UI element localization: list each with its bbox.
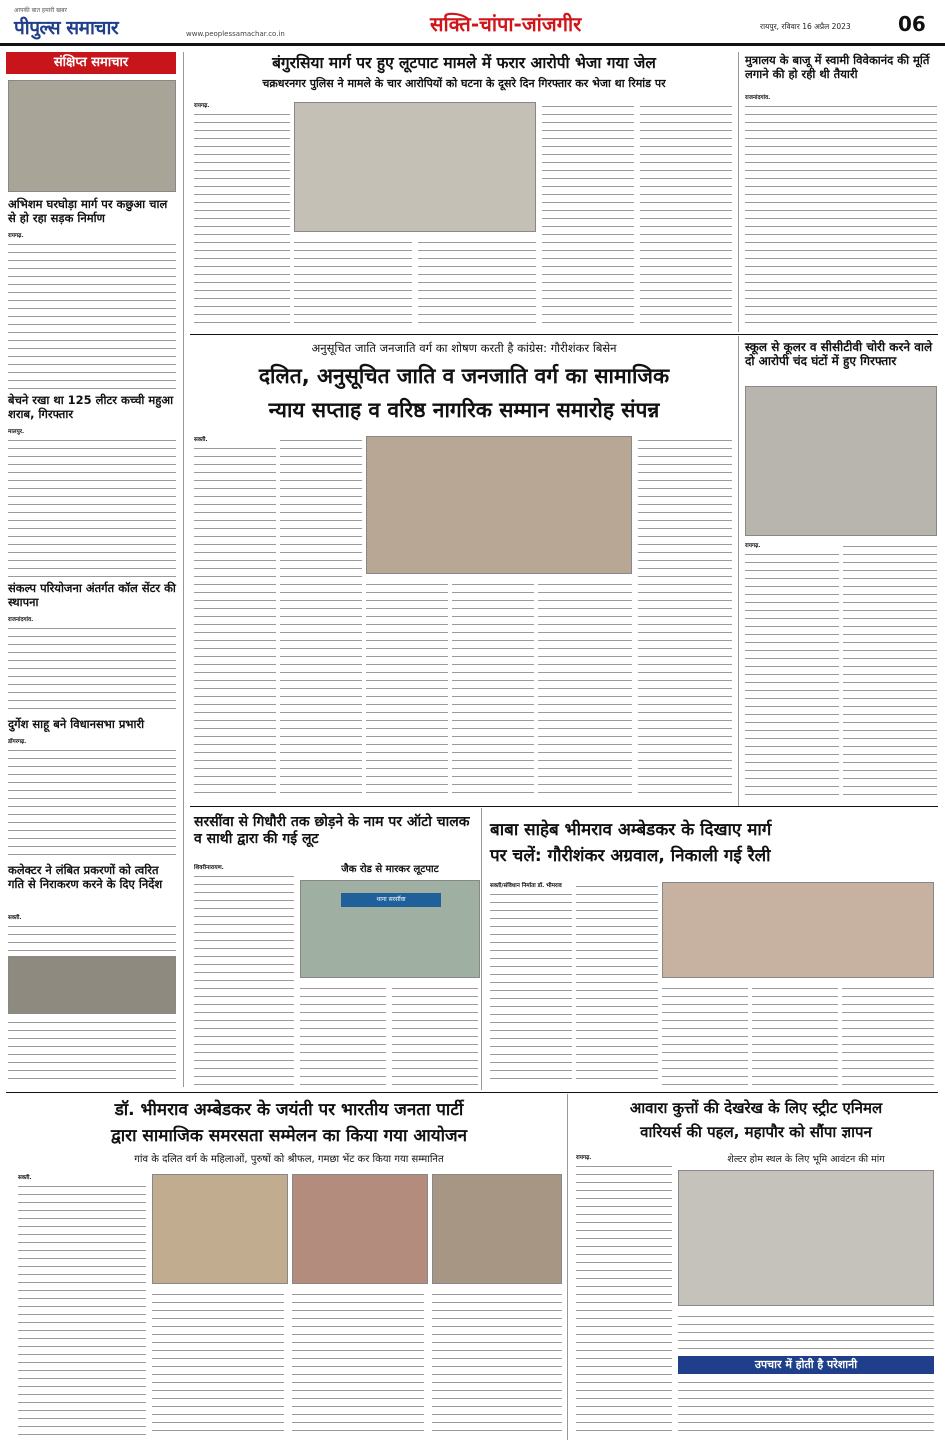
story3-lead: सक्ती.	[194, 437, 208, 443]
story6-col-4	[752, 984, 838, 1086]
story7-col-2	[152, 1290, 284, 1436]
story7-lead: सक्ती.	[18, 1175, 32, 1181]
story-ambedkar-rally	[486, 808, 938, 1090]
brief-body-4	[8, 738, 176, 860]
story1-photo-accused	[294, 102, 536, 232]
brief-headline-4: दुर्गेश साहू बने विधानसभा प्रभारी	[8, 717, 145, 731]
story2-lead: राजनांदगांव.	[745, 95, 771, 101]
story8-col-2	[678, 1312, 934, 1352]
story3-col-2	[280, 436, 362, 800]
brief-body-5	[8, 914, 176, 954]
story5-photo-caption: जैक रोड से मारकर लूटपाट	[341, 864, 439, 875]
story6-headline-line1: बाबा साहेब भीमराव अम्बेडकर के दिखाए मार्ग	[490, 820, 772, 840]
story4-photo-recovered-items	[745, 386, 937, 536]
logo-tagline: आपकी बात हमारी खबर	[14, 7, 67, 14]
story2-body	[745, 94, 937, 328]
story6-headline-line2: पर चलें: गौरीशंकर अग्रवाल, निकाली गई रैली	[490, 846, 771, 866]
story1-headline: बंगुरसिया मार्ग पर हुए लूटपाट मामले में फरार आरोपी भेजा गया जेल	[272, 54, 656, 72]
story3-kicker: अनुसूचित जाति जनजाति वर्ग का शोषण करती है कांग्रेस: गौरीशंकर बिसेन	[311, 341, 617, 355]
brief-headline-3: संकल्प परियोजना अंतर्गत कॉल सेंटर की स्थापना	[8, 581, 176, 609]
brief-body-2	[8, 428, 176, 578]
brief-news-column	[6, 52, 184, 1087]
story8-col-1	[576, 1154, 672, 1434]
story7-headline-line1: डॉ. भीमराव अम्बेडकर के जयंती पर भारतीय जनता पार्टी	[114, 1100, 464, 1120]
story7-photo-felicitation	[432, 1174, 562, 1284]
brief-news-header: संक्षिप्त समाचार	[6, 52, 176, 74]
story4-col-1	[745, 542, 839, 802]
edition-title: सक्ति-चांपा-जांजगीर	[430, 12, 582, 36]
story7-deck: गांव के दलित वर्ग के महिलाओं, पुरुषों को श्रीफल, गमछा भेंट कर किया गया सम्मानित	[134, 1154, 444, 1165]
story3-col-6	[638, 436, 732, 800]
story1-col-3	[418, 238, 536, 328]
story5-lead: शिवरीनारायण.	[194, 865, 224, 871]
story7-col-1	[18, 1174, 146, 1436]
story4-lead: रायगढ़.	[745, 543, 761, 549]
story5-col-3	[392, 984, 478, 1086]
story1-lead: रायगढ़.	[194, 103, 210, 109]
story-social-justice-week	[190, 336, 735, 806]
story1-deck: चक्रधरनगर पुलिस ने मामले के चार आरोपियों को घटना के दूसरे दिन गिरफ्तार कर भेजा था रिमांड पर	[262, 77, 666, 90]
story6-photo-rally	[662, 882, 934, 978]
masthead	[0, 0, 945, 46]
story7-col-4	[432, 1290, 562, 1436]
story6-col-1	[490, 882, 572, 1086]
brief-photo-meeting	[8, 956, 176, 1014]
story-cooler-theft	[738, 336, 938, 806]
brief-headline-1: अभिशम घरघोड़ा मार्ग पर कछुआ चाल से हो रहा सड़क निर्माण	[8, 197, 168, 225]
story6-lead: सक्ती/संविधान निर्माता डॉ. भीमराव	[490, 883, 562, 889]
story2-headline: मुत्रालय के बाजू में स्वामी विवेकानंद की मूर्ति लगाने की हो रही थी तैयारी	[745, 53, 930, 81]
story4-headline: स्कूल से कूलर व सीसीटीवी चोरी करने वाले दो आरोपी चंद घंटों में हुए गिरफ्तार	[745, 340, 933, 369]
story7-col-3	[292, 1290, 424, 1436]
brief-lead-3: राजनांदगांव.	[8, 617, 34, 623]
story1-col-2	[294, 238, 412, 328]
story5-col-1	[194, 864, 294, 1086]
newspaper-logo	[14, 6, 174, 40]
story3-col-5	[538, 580, 632, 800]
brief-headline-5: कलेक्टर ने लंबित प्रकरणों को त्वरित गति से निराकरण करने के दिए निर्देश	[8, 863, 163, 891]
story-auto-robbery	[190, 808, 482, 1090]
story7-photo-meeting	[152, 1174, 288, 1284]
story8-photo-memorandum	[678, 1170, 934, 1306]
page-number: 06	[898, 12, 926, 36]
story-vivekanand-statue	[738, 52, 938, 332]
story5-sign-board: थाना सरसींवा	[341, 893, 441, 907]
story5-col-2	[300, 984, 386, 1086]
story3-col-3	[366, 580, 448, 800]
divider-2	[190, 806, 938, 807]
brief-body-3	[8, 616, 176, 714]
story8-lead: रायगढ़.	[576, 1155, 592, 1161]
site-url: www.peoplessamachar.co.in	[186, 30, 285, 38]
brief-lead-4: डोंगरगढ़.	[8, 739, 27, 745]
story3-col-4	[452, 580, 534, 800]
brief-photo-road	[8, 80, 176, 192]
story6-col-5	[842, 984, 934, 1086]
brief-body-1	[8, 232, 176, 392]
divider-3	[6, 1092, 938, 1093]
story6-col-2	[576, 882, 658, 1086]
story-samrasta-sammelan	[6, 1094, 568, 1440]
story7-headline-line2: द्वारा सामाजिक समरसता सम्मेलन का किया गया आयोजन	[110, 1126, 468, 1146]
brief-lead-1: रायगढ़.	[8, 233, 24, 239]
brief-headline-2: बेचने रखा था 125 लीटर कच्ची महुआ शराब, गिरफ्तार	[8, 393, 174, 421]
story8-box-body	[678, 1378, 934, 1434]
story5-photo-police-station	[300, 880, 480, 978]
logo-wordmark: पीपुल्स समाचार	[14, 17, 119, 39]
story3-headline-line1: दलित, अनुसूचित जाति व जनजाति वर्ग का सामाजिक	[258, 364, 670, 388]
story3-headline-line2: न्याय सप्ताह व वरिष्ठ नागरिक सम्मान समारोह संपन्न	[268, 398, 660, 422]
story-street-animal-warriors	[572, 1094, 938, 1440]
story8-headline-line1: आवारा कुत्तों की देखरेख के लिए स्ट्रीट एनिमल	[629, 1099, 883, 1117]
story1-col-4	[542, 102, 634, 328]
story4-col-2	[843, 542, 937, 802]
story8-deck: शेल्टर होम स्थल के लिए भूमि आवंटन की मांग	[727, 1154, 885, 1165]
brief-lead-5: सक्ती.	[8, 915, 22, 921]
story8-headline-line2: वारियर्स की पहल, महापौर को सौंपा ज्ञापन	[640, 1123, 872, 1141]
story1-col-5	[640, 102, 732, 328]
story-loot-arrest	[190, 52, 735, 332]
divider-1	[190, 334, 938, 335]
brief-body-5b	[8, 1018, 176, 1084]
story3-photo-ceremony	[366, 436, 632, 574]
story5-headline: सरसींवा से गिधौरी तक छोड़ने के नाम पर ऑटो चालक व साथी द्वारा की गई लूट	[194, 814, 470, 847]
story8-box-title: उपचार में होती है परेशानी	[678, 1356, 934, 1374]
dateline: रायपुर, रविवार 16 अप्रैल 2023	[760, 22, 851, 31]
story3-col-1	[194, 436, 276, 800]
story1-col-1	[194, 102, 290, 328]
story6-col-3	[662, 984, 748, 1086]
story7-photo-women-honored	[292, 1174, 428, 1284]
brief-lead-2: मालपुर.	[8, 429, 25, 435]
